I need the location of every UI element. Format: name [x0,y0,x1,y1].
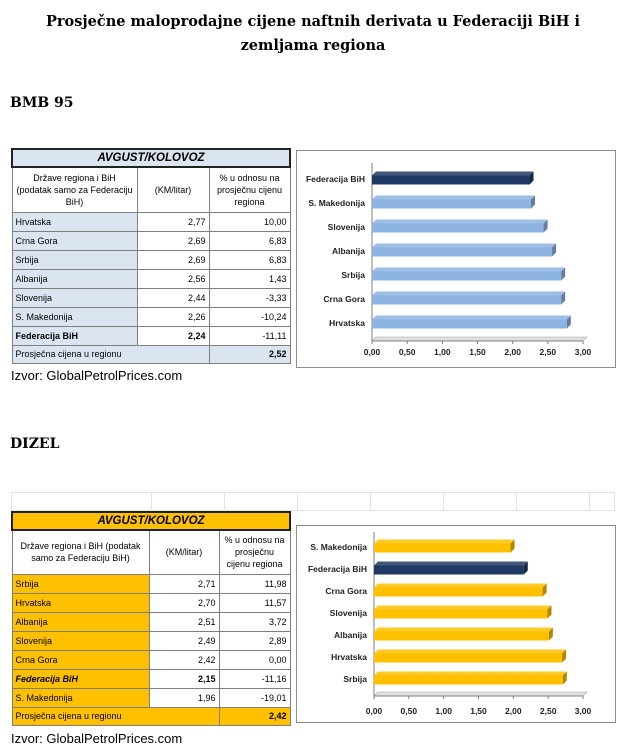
row-percent: -3,33 [209,288,290,307]
row-percent: -11,16 [219,669,290,688]
row-price: 2,70 [149,593,219,612]
y-tick-label: Srbija [341,270,365,280]
table-row [12,574,290,593]
row-percent: 11,98 [219,574,290,593]
row-percent: 1,43 [209,269,290,288]
y-tick-label: S. Makedonija [308,198,365,208]
row-percent: -11,11 [209,326,290,345]
table-row [12,250,290,269]
table-row [12,688,290,707]
row-percent: 3,72 [219,612,290,631]
x-tick-label: 0,00 [365,706,383,716]
bar [374,676,563,685]
row-country: Slovenija [12,288,137,307]
row-price: 2,77 [137,212,209,231]
average-value: 2,42 [219,707,290,725]
chart-dizel [296,525,616,723]
price-table-dizel [11,511,291,726]
row-percent: 10,00 [209,212,290,231]
row-percent: 11,57 [219,593,290,612]
row-percent: 6,83 [209,231,290,250]
row-country: Federacija BiH [12,326,137,345]
table-row [12,212,290,231]
x-tick-label: 1,00 [435,706,452,716]
row-price: 2,49 [149,631,219,650]
section-heading-dizel: DIZEL [10,436,60,452]
row-country: Albanija [12,269,137,288]
bar-top-face [372,268,565,272]
y-tick-label: S. Makedonija [310,542,367,552]
bar [374,632,549,641]
column-header-country: Države regiona i BiH (podatak samo za Federaciju BiH) [12,530,149,574]
x-tick-label: 2,50 [539,706,557,716]
source-note: Izvor: GlobalPetrolPrices.com [11,368,183,383]
table-row [12,307,290,326]
row-percent: -10,24 [209,307,290,326]
column-header-percent: % u odnosu na prosječnu cijenu regiona [219,530,290,574]
bar-top-face [372,316,571,320]
x-tick-label: 0,50 [398,347,416,357]
row-price: 1,96 [149,688,219,707]
chart-bmb95-svg [297,151,615,367]
y-tick-label: Slovenija [327,222,365,232]
y-tick-label: Crna Gora [325,586,367,596]
x-tick-label: 0,50 [400,706,418,716]
row-country: S. Makedonija [12,307,137,326]
table-row [12,288,290,307]
bar [372,200,531,209]
table-row [12,669,290,688]
x-tick-label: 2,00 [504,347,521,357]
x-tick-label: 3,00 [574,347,592,357]
y-tick-label: Federacija BiH [305,174,365,184]
row-percent: 2,89 [219,631,290,650]
bar-top-face [372,196,535,200]
row-country: Crna Gora [12,650,149,669]
y-tick-label: Albanija [333,630,367,640]
bar-top-face [372,244,556,248]
y-tick-label: Srbija [343,674,367,684]
x-tick-label: 1,50 [469,347,486,357]
column-header-country: Države regiona i BiH (podatak samo za Federaciju BiH) [12,167,137,212]
bar [372,176,530,185]
bar [372,320,567,329]
bar-top-face [374,584,547,588]
average-label: Prosječna cijena u regionu [12,707,219,725]
bar [374,544,511,553]
bar [374,566,524,575]
bar-top-face [372,172,534,176]
table-row [12,593,290,612]
column-header-price: (KM/litar) [137,167,209,212]
row-price: 2,26 [137,307,209,326]
x-tick-label: 2,00 [505,706,522,716]
x-tick-label: 1,00 [434,347,451,357]
row-country: Crna Gora [12,231,137,250]
chart-bmb95 [296,150,616,368]
row-country: Albanija [12,612,149,631]
row-price: 2,56 [137,269,209,288]
column-header-price: (KM/litar) [149,530,219,574]
row-price: 2,71 [149,574,219,593]
row-country: Hrvatska [12,593,149,612]
bar-top-face [374,650,566,654]
bar [372,224,544,233]
row-country: Federacija BiH [12,669,149,688]
bar-top-face [374,628,553,632]
bar [374,588,543,597]
table-row [12,231,290,250]
bar-top-face [374,562,528,566]
row-country: Hrvatska [12,212,137,231]
page-title-line-2: zemljama regiona [240,37,386,54]
row-country: Slovenija [12,631,149,650]
x-tick-label: 0,00 [363,347,381,357]
x-tick-label: 3,00 [574,706,592,716]
row-price: 2,69 [137,231,209,250]
row-country: S. Makedonija [12,688,149,707]
row-price: 2,69 [137,250,209,269]
bar-top-face [372,292,565,296]
y-tick-label: Hrvatska [331,652,367,662]
bar-top-face [374,606,551,610]
y-tick-label: Albanija [331,246,365,256]
chart-floor [372,337,587,341]
row-percent: -19,01 [219,688,290,707]
x-tick-label: 2,50 [539,347,557,357]
y-tick-label: Hrvatska [329,318,365,328]
bar-top-face [374,540,515,544]
column-header-percent: % u odnosu na prosječnu cijenu regiona [209,167,290,212]
spreadsheet-gridlines [11,492,615,511]
bar [372,296,561,305]
table-row [12,650,290,669]
bar-top-face [374,672,567,676]
row-price: 2,42 [149,650,219,669]
bar [374,654,562,663]
source-note: Izvor: GlobalPetrolPrices.com [11,731,183,746]
row-price: 2,44 [137,288,209,307]
row-price: 2,51 [149,612,219,631]
row-percent: 6,83 [209,250,290,269]
table-row [12,269,290,288]
price-table-bmb95 [11,148,291,364]
bar-top-face [372,220,548,224]
table-row [12,631,290,650]
bar [372,248,552,257]
row-percent: 0,00 [219,650,290,669]
row-price: 2,15 [149,669,219,688]
period-header: AVGUST/KOLOVOZ [12,512,290,530]
row-price: 2,24 [137,326,209,345]
y-tick-label: Crna Gora [323,294,365,304]
table-row [12,326,290,345]
x-tick-label: 1,50 [470,706,487,716]
bar [374,610,547,619]
y-tick-label: Federacija BiH [307,564,367,574]
row-country: Srbija [12,574,149,593]
table-row [12,612,290,631]
period-header: AVGUST/KOLOVOZ [12,149,290,167]
average-label: Prosječna cijena u regionu [12,345,209,363]
row-country: Srbija [12,250,137,269]
page-title [0,10,626,58]
average-value: 2,52 [209,345,290,363]
chart-dizel-svg [297,526,615,722]
page-title-line-1: Prosječne maloprodajne cijene naftnih derivata u Federaciji BiH i [46,13,580,30]
chart-floor [374,692,587,696]
section-heading-bmb95: BMB 95 [10,95,74,111]
bar [372,272,561,281]
y-tick-label: Slovenija [329,608,367,618]
